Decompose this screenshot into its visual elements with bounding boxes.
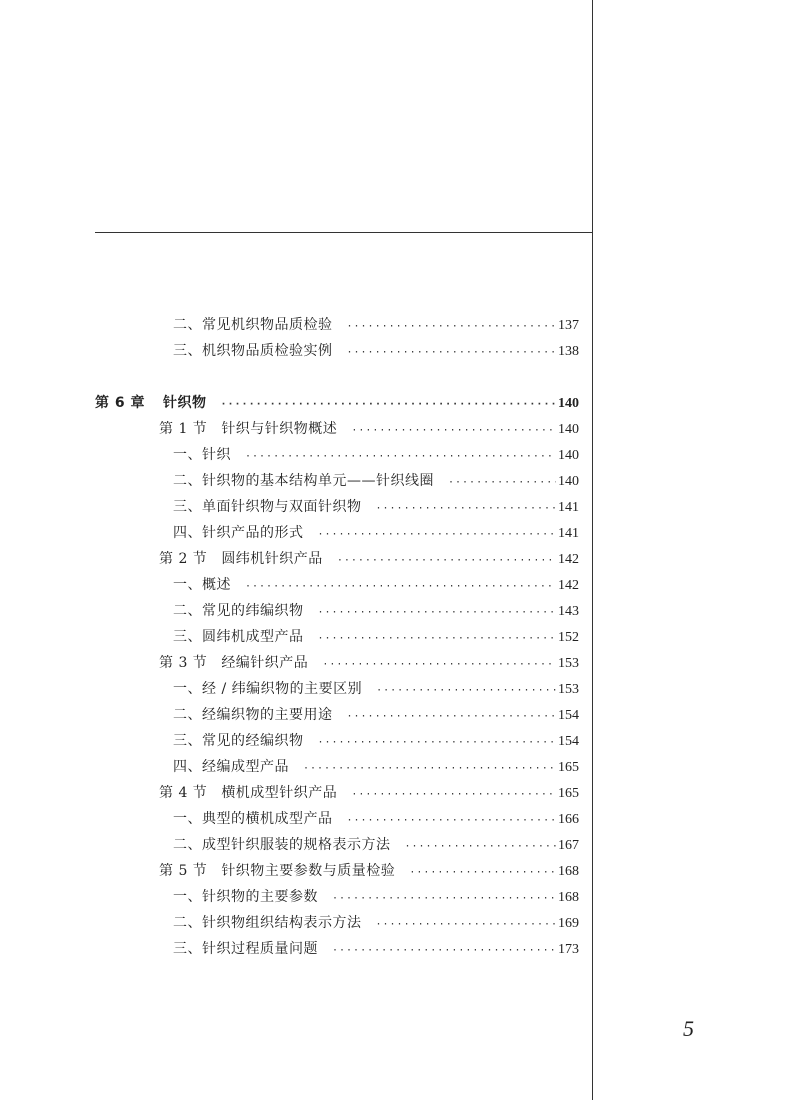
- toc-item[interactable]: [95, 832, 579, 858]
- toc-item-title: 三、常见的经编织物: [173, 733, 304, 749]
- toc-item-page: 138: [558, 344, 579, 359]
- toc-item[interactable]: [95, 806, 579, 832]
- leader-dots: [318, 730, 557, 756]
- leader-dots: [318, 626, 557, 652]
- section-title: 针织与针织物概述: [221, 421, 338, 437]
- leader-dots: [351, 418, 556, 444]
- toc-item[interactable]: [95, 910, 579, 936]
- leader-dots: [347, 704, 557, 730]
- toc-item-title: 二、成型针织服装的规格表示方法: [173, 837, 391, 853]
- leader-dots: [409, 860, 556, 886]
- toc-item-title: 三、机织物品质检验实例: [173, 343, 333, 359]
- toc-item[interactable]: [95, 312, 579, 338]
- toc-item-title: 四、针织产品的形式: [173, 525, 304, 541]
- leader-dots: [337, 548, 556, 574]
- toc-section[interactable]: [95, 858, 579, 884]
- leader-dots: [221, 392, 557, 418]
- leader-dots: [318, 522, 557, 548]
- leader-dots: [351, 782, 556, 808]
- toc-item[interactable]: [95, 520, 579, 546]
- chapter-title: 针织物: [163, 395, 207, 411]
- toc-item-page: 166: [558, 812, 579, 827]
- toc-chapter[interactable]: [95, 390, 579, 416]
- leader-dots: [332, 886, 556, 912]
- leader-dots: [245, 444, 556, 470]
- leader-dots: [347, 314, 557, 340]
- toc-item[interactable]: [95, 728, 579, 754]
- toc-item[interactable]: [95, 494, 579, 520]
- vertical-rule: [592, 0, 593, 1100]
- toc-item-page: 137: [558, 318, 579, 333]
- section-heading: [159, 650, 308, 676]
- toc-item-title: 一、经 / 纬编织物的主要区别: [173, 681, 363, 697]
- horizontal-rule: [95, 232, 593, 233]
- leader-dots: [245, 574, 556, 600]
- toc-item-page: 153: [558, 682, 579, 697]
- spacer: [95, 364, 579, 390]
- toc-item-page: 154: [558, 708, 579, 723]
- toc-item-title: 二、常见的纬编织物: [173, 603, 304, 619]
- toc-item[interactable]: [95, 702, 579, 728]
- toc-item-title: 二、针织物的基本结构单元——针织线圈: [173, 473, 434, 489]
- section-title: 针织物主要参数与质量检验: [221, 863, 396, 879]
- leader-dots: [347, 808, 557, 834]
- toc-section[interactable]: [95, 780, 579, 806]
- section-number: 第 1 节: [159, 421, 208, 437]
- toc-item[interactable]: [95, 754, 579, 780]
- toc-item-page: 168: [558, 890, 579, 905]
- toc-item-title: 一、典型的横机成型产品: [173, 811, 333, 827]
- toc-item-title: 三、圆纬机成型产品: [173, 629, 304, 645]
- table-of-contents: [95, 312, 579, 962]
- toc-item-title: 一、针织物的主要参数: [173, 889, 318, 905]
- leader-dots: [376, 912, 557, 938]
- section-number: 第 3 节: [159, 655, 208, 671]
- toc-item-page: 141: [558, 500, 579, 515]
- toc-section[interactable]: [95, 416, 579, 442]
- section-heading: [159, 858, 395, 884]
- toc-section[interactable]: [95, 650, 579, 676]
- page-number: 5: [683, 1016, 694, 1041]
- toc-item-page: 140: [558, 474, 579, 489]
- toc-item-page: 152: [558, 630, 579, 645]
- chapter-number: 第 6 章: [95, 395, 145, 411]
- toc-item-page: 141: [558, 526, 579, 541]
- toc-item-page: 167: [558, 838, 579, 853]
- toc-item-title: 二、经编织物的主要用途: [173, 707, 333, 723]
- toc-item-title: 三、针织过程质量问题: [173, 941, 318, 957]
- toc-item-page: 173: [558, 942, 579, 957]
- leader-dots: [332, 938, 556, 964]
- leader-dots: [318, 600, 557, 626]
- section-page: 153: [558, 656, 579, 671]
- toc-item-page: 169: [558, 916, 579, 931]
- toc-section[interactable]: [95, 546, 579, 572]
- toc-item[interactable]: [95, 598, 579, 624]
- toc-item-title: 一、针织: [173, 447, 231, 463]
- toc-item[interactable]: [95, 468, 579, 494]
- leader-dots: [347, 340, 557, 366]
- leader-dots: [322, 652, 556, 678]
- leader-dots: [303, 756, 556, 782]
- section-number: 第 5 节: [159, 863, 208, 879]
- toc-item-title: 二、常见机织物品质检验: [173, 317, 333, 333]
- section-number: 第 2 节: [159, 551, 208, 567]
- section-title: 横机成型针织产品: [221, 785, 338, 801]
- leader-dots: [376, 496, 557, 522]
- toc-item[interactable]: [95, 442, 579, 468]
- section-heading: [159, 780, 337, 806]
- toc-item[interactable]: [95, 624, 579, 650]
- chapter-page: 140: [558, 396, 579, 411]
- toc-item-page: 143: [558, 604, 579, 619]
- section-page: 165: [558, 786, 579, 801]
- toc-item-title: 四、经编成型产品: [173, 759, 289, 775]
- toc-item-page: 140: [558, 448, 579, 463]
- section-page: 142: [558, 552, 579, 567]
- toc-item-page: 142: [558, 578, 579, 593]
- leader-dots: [405, 834, 557, 860]
- toc-item[interactable]: [95, 572, 579, 598]
- toc-sections: [95, 416, 579, 962]
- section-page: 168: [558, 864, 579, 879]
- toc-item[interactable]: [95, 676, 579, 702]
- section-title: 经编针织产品: [221, 655, 309, 671]
- leader-dots: [448, 470, 556, 496]
- toc-item-title: 一、概述: [173, 577, 231, 593]
- toc-item[interactable]: [95, 338, 579, 364]
- leader-dots: [376, 678, 556, 704]
- section-heading: [159, 546, 323, 572]
- section-title: 圆纬机针织产品: [221, 551, 323, 567]
- toc-item-page: 154: [558, 734, 579, 749]
- section-heading: [159, 416, 337, 442]
- toc-item[interactable]: [95, 936, 579, 962]
- toc-item[interactable]: [95, 884, 579, 910]
- section-number: 第 4 节: [159, 785, 208, 801]
- toc-item-page: 165: [558, 760, 579, 775]
- toc-item-title: 三、单面针织物与双面针织物: [173, 499, 362, 515]
- chapter-heading: [95, 390, 207, 416]
- toc-item-title: 二、针织物组织结构表示方法: [173, 915, 362, 931]
- section-page: 140: [558, 422, 579, 437]
